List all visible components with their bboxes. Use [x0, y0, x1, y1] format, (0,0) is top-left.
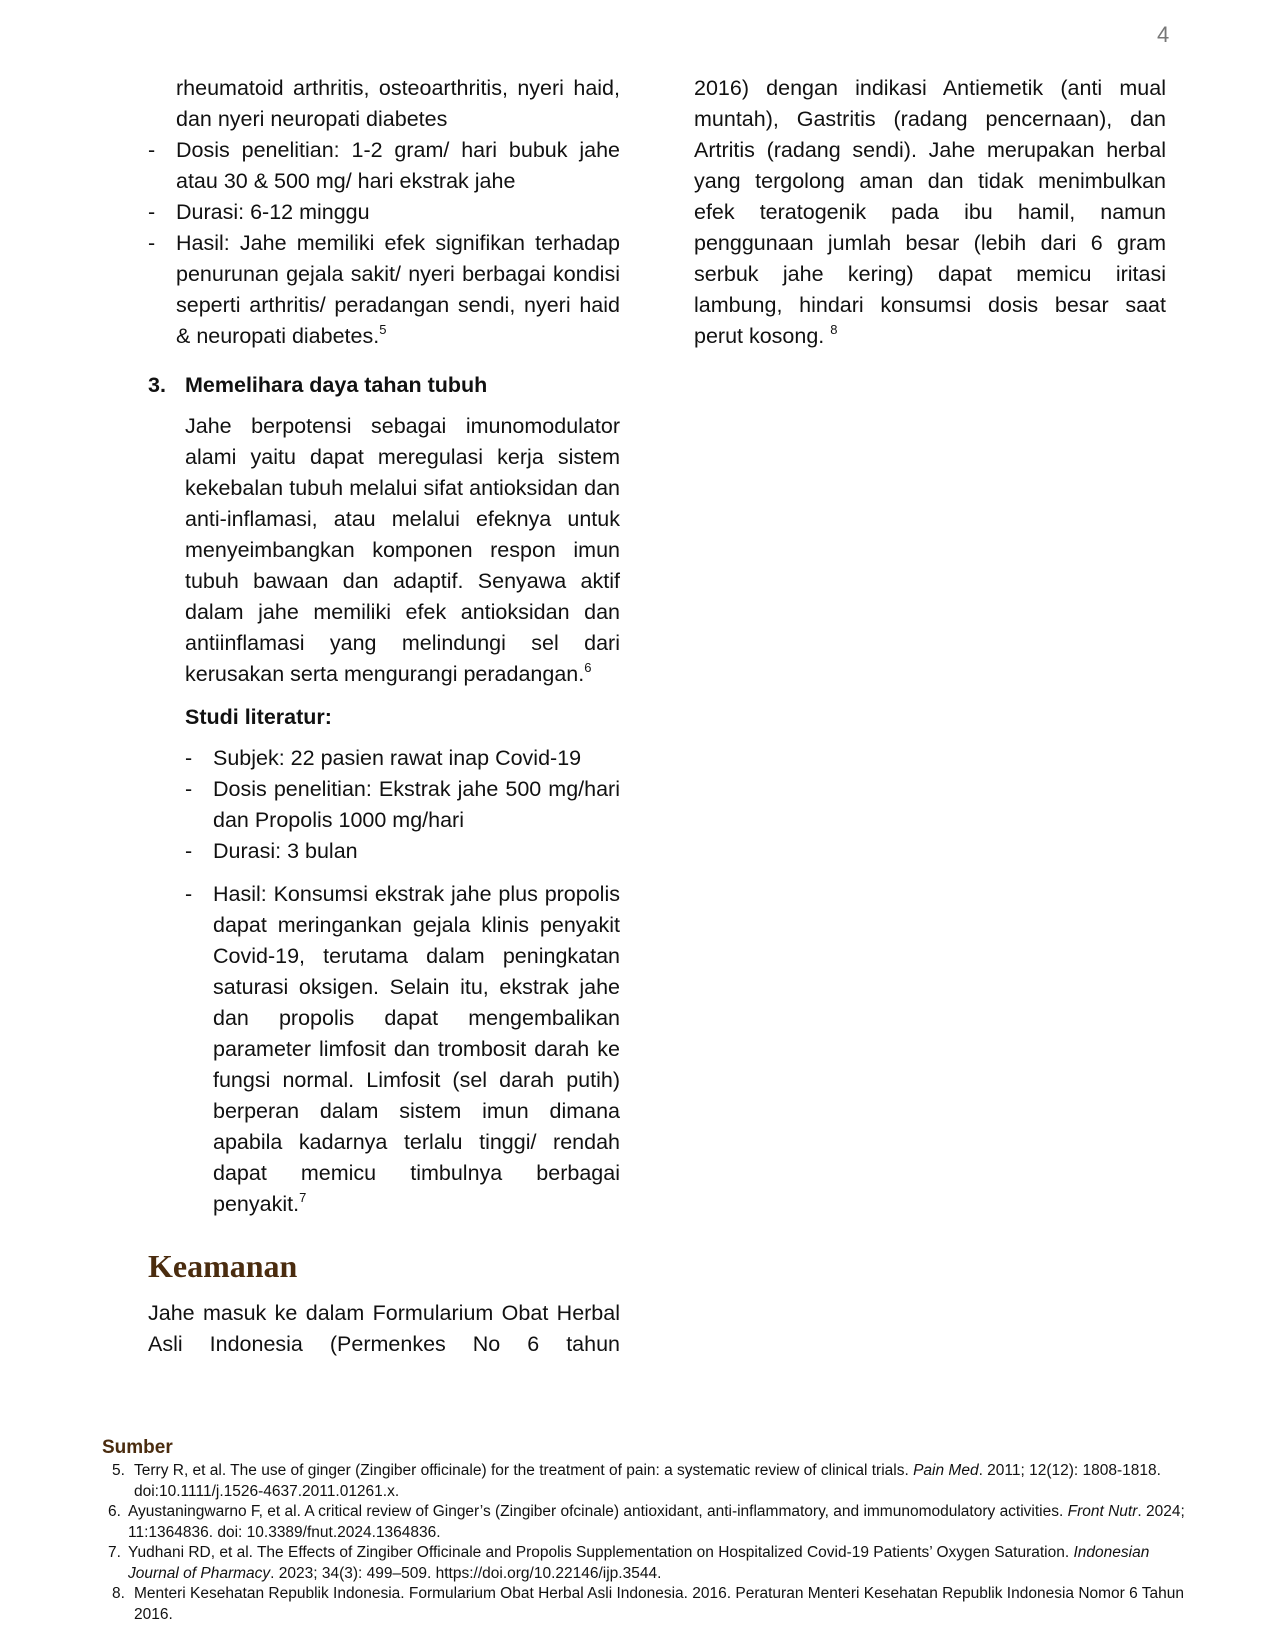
list-item: - Durasi: 3 bulan [185, 836, 620, 867]
dash-bullet: - [148, 138, 156, 162]
references [102, 1437, 1192, 1625]
list-item: - Dosis penelitian: 1-2 gram/ hari bubuk jahe atau 30 & 500 mg/ hari ekstrak jahe [148, 135, 620, 197]
page-number: 4 [1157, 22, 1170, 47]
study-label: Studi literatur: [185, 705, 332, 729]
dash-bullet: - [148, 231, 156, 255]
left-column [148, 73, 620, 1360]
right-column [694, 73, 1166, 352]
section-title: Memelihara daya tahan tubuh [185, 373, 488, 397]
reference-item: 7. Yudhani RD, et al. The Effects of Zingiber Officinale and Propolis Supplementation on Hospitalized Covid-19 Patients’ Oxygen Saturation. Indonesian Journal of Pharmacy. 2023; 34(3): 499–509. https://doi.org/10.22146/ijp.3544. [108, 1544, 1150, 1582]
list-item: - Hasil: Konsumsi ekstrak jahe plus propolis dapat meringankan gejala klinis penyakit Covid-19, terutama dalam peningkatan saturasi oksigen. Selain itu, ekstrak jahe dan propolis dapat mengembalikan parameter limfosit dan trombosit darah ke fungsi normal. Limfosit (sel darah putih) berperan dalam sistem imun dimana apabila kadarnya terlalu tinggi/ rendah dapat memicu timbulnya berbagai penyakit.$^7$ [185, 879, 620, 1220]
list-item: - Subjek: 22 pasien rawat inap Covid-19 [185, 743, 620, 774]
citation-5: 5 [379, 322, 387, 337]
reference-item: 8. Menteri Kesehatan Republik Indonesia. Formularium Obat Herbal Asli Indonesia. 2016. Peraturan Menteri Kesehatan Republik Indonesia Nomor 6 Tahun 2016. [112, 1585, 1185, 1623]
section-3-paragraph: Jahe berpotensi sebagai imunomodulator alami yaitu dapat meregulasi kerja sistem kekebalan tubuh melalui sifat antioksidan dan anti-inflamasi, atau melalui efeknya untuk menyeimbangkan komponen respon imun tubuh bawaan dan adaptif. Senyawa aktif dalam jahe memiliki efek antioksidan dan antiinflamasi yang melindungi sel dari kerusakan serta mengurangi peradangan.$^6$ [185, 414, 620, 686]
reference-item: 5. Terry R, et al. The use of ginger (Zingiber officinale) for the treatment of pain: a systematic review of clinical trials. Pain Med. 2011; 12(12): 1808-1818. doi:10.1111/j.1526-4637.2011.01261.x. [112, 1462, 1161, 1500]
references-title: Sumber [102, 1437, 173, 1458]
safety-paragraph-continued: 2016) dengan indikasi Antiemetik (anti mual muntah), Gastritis (radang pencernaan), dan Artritis (radang sendi). Jahe merupakan herbal yang tergolong aman dan tidak menimbulkan efek teratogenik pada ibu hamil, namun penggunaan jumlah besar (lebih dari 6 gram serbuk jahe kering) dapat memicu iritasi lambung, hindari konsumsi dosis besar saat perut kosong. $^8$ [694, 76, 1166, 348]
dash-bullet: - [185, 882, 193, 906]
dash-bullet: - [148, 200, 156, 224]
study-items-1 [148, 135, 620, 352]
reference-item: 6. Ayustaningwarno F, et al. A critical review of Ginger’s (Zingiber ofcinale) antioxidant, anti-inflammatory, and immunomodulatory activities. Front Nutr. 2024; 11:1364836. doi: 10.3389/fnut.2024.1364836. [108, 1503, 1185, 1541]
section-3-heading [148, 370, 620, 401]
list-item: - Hasil: Jahe memiliki efek signifikan terhadap penurunan gejala sakit/ nyeri berbagai kondisi seperti arthritis/ peradangan sendi, nyeri haid & neuropati diabetes.$^5$ [148, 228, 620, 352]
citation-6: 6 [584, 660, 592, 675]
section-3-body [148, 411, 620, 1220]
list-item: - Dosis penelitian: Ekstrak jahe 500 mg/hari dan Propolis 1000 mg/hari [185, 774, 620, 836]
dash-bullet: - [185, 839, 193, 863]
dash-bullet: - [185, 746, 193, 770]
dash-bullet: - [185, 777, 193, 801]
citation-8: 8 [830, 322, 838, 337]
safety-heading: Keamanan [148, 1248, 298, 1284]
safety-paragraph: Jahe masuk ke dalam Formularium Obat Herbal Asli Indonesia (Permenkes No 6 tahun [148, 1301, 620, 1356]
list-item: - Durasi: 6-12 minggu [148, 197, 620, 228]
citation-7: 7 [299, 1190, 307, 1205]
continuation-text: rheumatoid arthritis, osteoarthritis, nyeri haid, dan nyeri neuropati diabetes [176, 76, 620, 131]
section-number: 3. [148, 373, 166, 397]
